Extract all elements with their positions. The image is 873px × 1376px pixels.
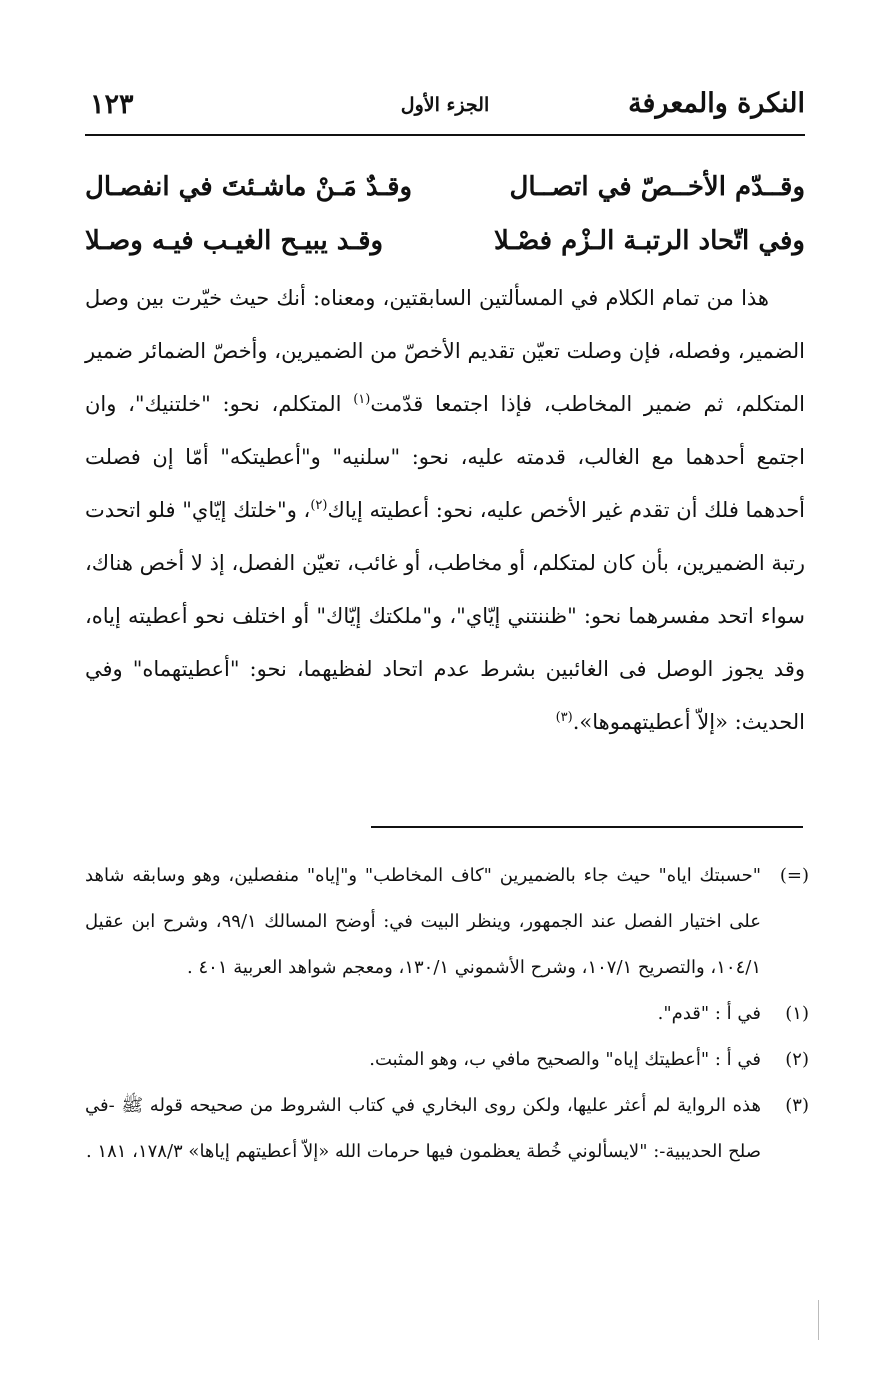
footnote-ref-1[interactable]: (١) bbox=[353, 392, 371, 407]
page-edge-mark bbox=[818, 1300, 819, 1340]
page-header bbox=[85, 84, 805, 136]
part-title: الجزء الأول bbox=[400, 94, 490, 116]
footnote-mark: (=) bbox=[779, 865, 809, 886]
main-commentary bbox=[85, 272, 805, 749]
verse-line-2 bbox=[85, 218, 805, 272]
poem-verses bbox=[85, 164, 805, 272]
footnote-mark: (٢) bbox=[785, 1049, 809, 1070]
verse-2-first-hemistich: وفي اتّحاد الرتبـة الـزْم فصْـلا bbox=[493, 226, 805, 256]
footnotes bbox=[85, 853, 809, 1175]
footnote-ref-3[interactable]: (٣) bbox=[555, 710, 573, 725]
footnote-text: "حسبتك اياه" حيث جاء بالضميرين "كاف المخاطب" و"إياه" منفصلين، وهو وسابقه شاهد على اختيار الفصل عند الجمهور، وينظر البيت في: أوضح المسالك ٩٩/١، وشرح ابن عقيل ١٠٤/١، والتصريح ١٠٧/١، وشرح الأشموني ١٣٠/١، ومعجم شواهد العربية ٤٠١ . bbox=[85, 865, 762, 978]
footnote-ref-2[interactable]: (٢) bbox=[310, 498, 328, 513]
footnote-text: في أ : "قدم". bbox=[657, 1003, 761, 1024]
verse-line-1 bbox=[85, 164, 805, 218]
verse-1-second-hemistich: وقـدٌ مَـنْ ماشـئتَ في انفصـال bbox=[85, 172, 413, 202]
commentary-part-2: المتكلم، نحو: "خلتنيك"، وان اجتمع أحدهما مع الغالب، قدمته عليه، نحو: "سلنيه" و"أعطيتكه" أمّا إن فصلت أحدهما فلك أن تقدم غير الأخص عليه، نحو: أعطيته إياك bbox=[85, 392, 806, 522]
verse-1-first-hemistich: وقــدّم الأخــصّ في اتصــال bbox=[509, 172, 805, 202]
footnote-text: في أ : "أعطيتك إياه" والصحيح مافي ب، وهو المثبت. bbox=[369, 1049, 761, 1070]
footnote-mark: (٣) bbox=[785, 1095, 809, 1116]
footnote-divider bbox=[371, 826, 803, 828]
commentary-part-3: ، و"خلتك إيّاي" فلو اتحدت رتبة الضميرين، بأن كان لمتكلم، أو مخاطب، أو غائب، تعيّن الفصل، إذ لا أخص هناك، سواء اتحد مفسرهما نحو: "ظننتني إيّاي"، و"ملكتك إيّاك" أو اختلف نحو أعطيته إياه، وقد يجوز الوصل فى الغائبين بشرط عدم اتحاد لفظيهما، نحو: "أعطيتهماه" وفي الحديث: «إلاّ أعطيتهموها». bbox=[85, 498, 805, 734]
footnote-1 bbox=[85, 991, 809, 1037]
commentary-part-1: هذا من تمام الكلام في المسألتين السابقتين، ومعناه: أنك حيث خيّرت بين وصل الضمير، وفصله، فإن وصلت تعيّن تقديم الأخصّ من الضميرين، وأخصّ الضمائر ضمير المتكلم، ثم ضمير المخاطب، فإذا اجتمعا قدّمت bbox=[85, 286, 805, 416]
footnote-mark: (١) bbox=[785, 1003, 809, 1024]
footnote-text: هذه الرواية لم أعثر عليها، ولكن روى البخاري في كتاب الشروط من صحيحه قوله ﷺ -في صلح الحديبية-: "لايسألوني خُطة يعظمون فيها حرمات الله «إلاّ أعطيتهم إياها» ١٧٨/٣، ١٨١ . bbox=[85, 1095, 761, 1162]
book-title: النكرة والمعرفة bbox=[628, 88, 805, 119]
footnote-continued bbox=[85, 853, 809, 991]
verse-2-second-hemistich: وقـد يبيـح الغيـب فيـه وصـلا bbox=[85, 226, 384, 256]
footnote-2 bbox=[85, 1037, 809, 1083]
footnote-3 bbox=[85, 1083, 809, 1175]
page-number: ١٢٣ bbox=[90, 89, 134, 120]
commentary-paragraph bbox=[85, 272, 805, 749]
